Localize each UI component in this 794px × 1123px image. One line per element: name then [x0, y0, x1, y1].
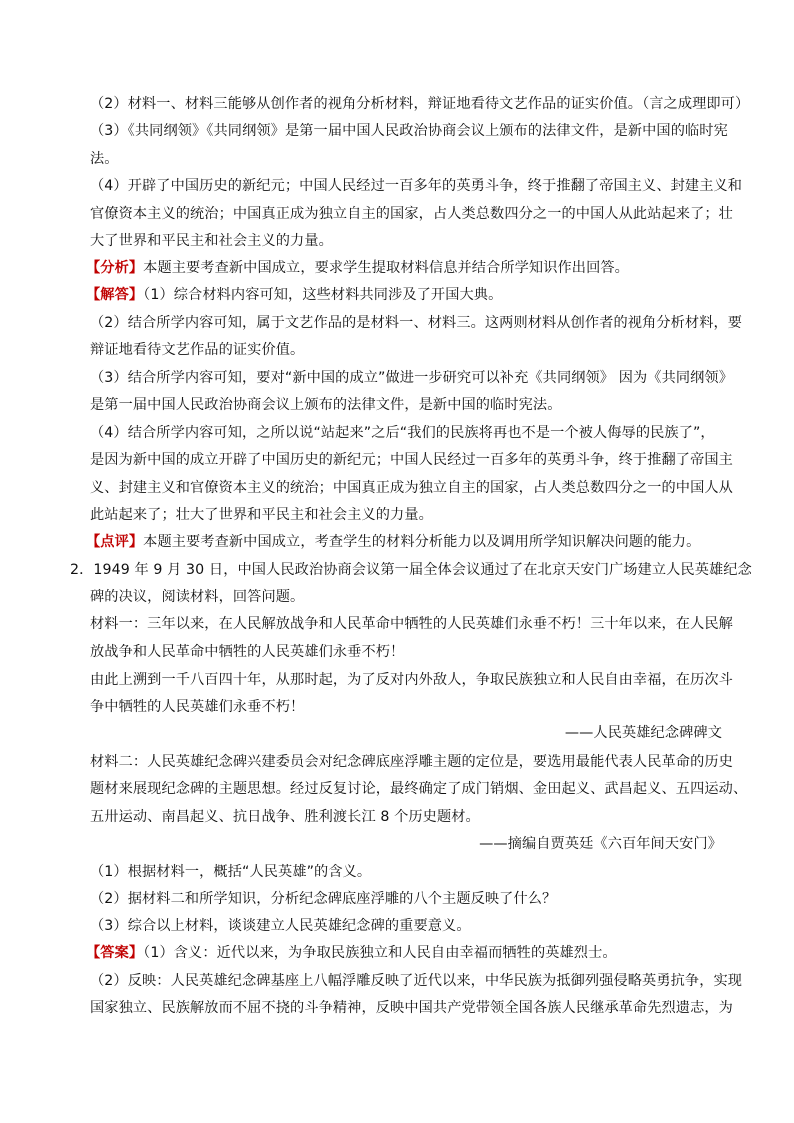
text-line: [90, 862, 371, 882]
tagged-line: [86, 258, 629, 278]
line-text: 五卅运动、南昌起义、抗日战争、胜利渡长江 8 个历史题材。: [90, 809, 480, 825]
text-line: [70, 560, 752, 580]
line-text: ——摘编自贾英廷《六百年间天安门》: [479, 836, 722, 852]
line-text: 是第一届中国人民政治协商会议上颁布的法律文件，是新中国的临时宪法。: [90, 397, 562, 413]
line-text: （2）材料一、材料三能够从创作者的视角分析材料，辩证地看待文艺作品的证实价值。（言之成理即可）: [90, 96, 750, 112]
text-line: [90, 450, 733, 470]
tagged-line: [86, 285, 502, 305]
section-tag: 【点评】: [86, 534, 144, 550]
line-text: 材料二：人民英雄纪念碑兴建委员会对纪念碑底座浮雕主题的定位是，要选用最能代表人民革命的历史: [90, 754, 733, 770]
text-line: [90, 176, 742, 196]
line-text: （2）反映：人民英雄纪念碑基座上八幅浮雕反映了近代以来，中华民族为抵御列强侵略英勇抗争，实现: [90, 973, 743, 989]
line-text: 2．1949 年 9 月 30 日，中国人民政治协商会议第一届全体会议通过了在北京天安门广场建立人民英雄纪念: [70, 562, 752, 578]
text-line: [90, 94, 749, 114]
line-text: 大了世界和平民主和社会主义的力量。: [90, 233, 333, 249]
line-text: 由此上溯到一千八百四十年，从那时起，为了反对内外敌人，争取民族独立和人民自由幸福，在历次斗: [90, 672, 733, 688]
line-text: （1）综合材料内容可知，这些材料共同涉及了开国大典。: [143, 287, 503, 303]
line-text: 碑的决议，阅读材料，回答问题。: [90, 589, 305, 605]
line-text: 是因为新中国的成立开辟了中国历史的新纪元；中国人民经过一百多年的英勇斗争，终于推翻了帝国主: [90, 452, 733, 468]
text-line: [90, 149, 119, 169]
text-line: [90, 889, 556, 909]
line-text: ——人民英雄纪念碑碑文: [564, 725, 722, 741]
text-line: [90, 121, 728, 141]
text-line: [90, 231, 333, 251]
line-text: （4）结合所学内容可知，之所以说“站起来”之后“我们的民族将再也不是一个被人侮辱的民族了”，: [90, 425, 715, 441]
line-text: 本题主要考查新中国成立，考查学生的材料分析能力以及调用所学知识解决问题的能力。: [143, 534, 701, 550]
text-line: [90, 697, 304, 717]
line-text: 义、封建主义和官僚资本主义的统治；中国真正成为独立自主的国家，占人类总数四分之一的中国人从: [90, 480, 733, 496]
text-line: [90, 998, 733, 1018]
source-line: [479, 834, 722, 854]
line-text: 法。: [90, 151, 119, 167]
line-text: （1）根据材料一，概括“人民英雄”的含义。: [90, 864, 372, 880]
line-text: （3）综合以上材料，谈谈建立人民英雄纪念碑的重要意义。: [90, 918, 471, 934]
line-text: 材料一：三年以来，在人民解放战争和人民革命中牺牲的人民英雄们永垂不朽！三十年以来，在人民解: [90, 616, 733, 632]
line-text: （2）据材料二和所学知识，分析纪念碑底座浮雕的八个主题反映了什么？: [90, 891, 557, 907]
text-line: [90, 779, 747, 799]
text-line: [90, 971, 742, 991]
line-text: （1）含义：近代以来，为争取民族独立和人民自由幸福而牺牲的英雄烈士。: [143, 945, 617, 961]
line-text: 争中牺牲的人民英雄们永垂不朽！: [90, 699, 305, 715]
text-line: [90, 587, 304, 607]
tagged-line: [86, 532, 700, 552]
text-line: [90, 752, 733, 772]
text-line: [90, 313, 742, 333]
text-line: [90, 423, 715, 443]
line-text: （3）结合所学内容可知，要对“新中国的成立”做进一步研究可以补充《共同纲领》 因为《共同纲领》: [90, 370, 734, 386]
section-tag: 【分析】: [86, 260, 144, 276]
line-text: 国家独立、民族解放而不屈不挠的斗争精神，反映中国共产党带领全国各族人民继承革命先烈遗志，为: [90, 1000, 733, 1016]
text-line: [90, 505, 433, 525]
text-line: [90, 916, 471, 936]
text-line: [90, 670, 733, 690]
section-tag: 【解答】: [86, 287, 144, 303]
line-text: （2）结合所学内容可知，属于文艺作品的是材料一、材料三。这两则材料从创作者的视角分析材料，要: [90, 315, 743, 331]
text-line: [90, 340, 304, 360]
text-line: [90, 614, 733, 634]
text-line: [90, 642, 404, 662]
text-line: [90, 204, 733, 224]
section-tag: 【答案】: [86, 945, 144, 961]
text-line: [90, 478, 733, 498]
line-text: 本题主要考查新中国成立，要求学生提取材料信息并结合所学知识作出回答。: [143, 260, 629, 276]
line-text: （4）开辟了中国历史的新纪元；中国人民经过一百多年的英勇斗争，终于推翻了帝国主义、封建主义和: [90, 178, 743, 194]
text-line: [90, 368, 733, 388]
line-text: 官僚资本主义的统治；中国真正成为独立自主的国家，占人类总数四分之一的中国人从此站起来了；壮: [90, 206, 733, 222]
source-line: [565, 723, 722, 743]
line-text: （3）《共同纲领》《共同纲领》是第一届中国人民政治协商会议上颁布的法律文件，是新中国的临时宪: [90, 123, 728, 139]
line-text: 题材来展现纪念碑的主题思想。经过反复讨论，最终确定了成门销烟、金田起义、武昌起义、五四运动、: [90, 781, 748, 797]
text-line: [90, 807, 480, 827]
text-line: [90, 395, 562, 415]
line-text: 辩证地看待文艺作品的证实价值。: [90, 342, 305, 358]
line-text: 此站起来了；壮大了世界和平民主和社会主义的力量。: [90, 507, 433, 523]
line-text: 放战争和人民革命中牺牲的人民英雄们永垂不朽！: [90, 644, 405, 660]
tagged-line: [86, 943, 617, 963]
